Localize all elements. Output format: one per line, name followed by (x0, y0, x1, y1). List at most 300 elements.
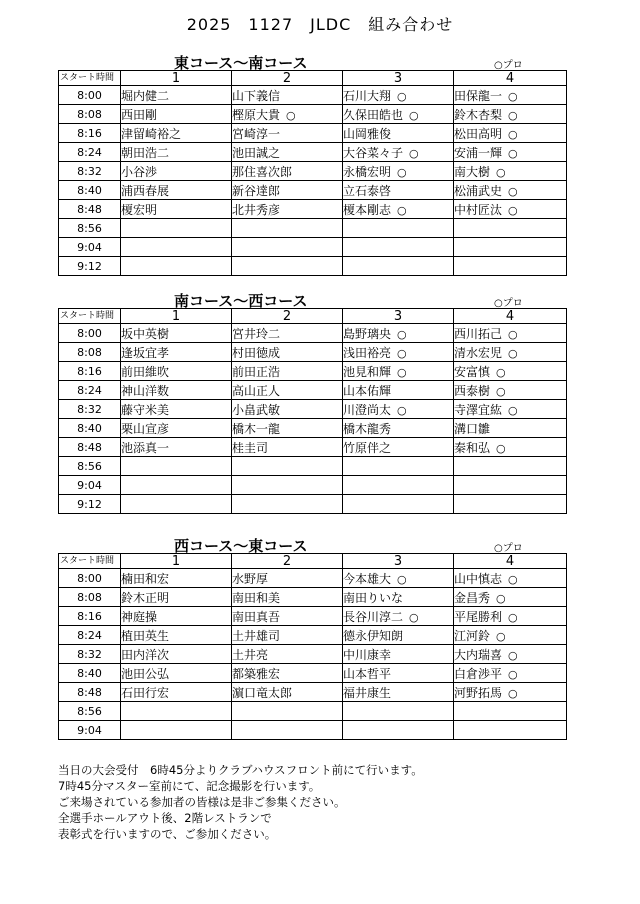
player-name: 濵口竜太郎 (232, 685, 293, 700)
player-cell (232, 721, 343, 740)
pro-mark-icon: ○ (397, 89, 407, 103)
player-cell (232, 105, 343, 124)
section-title: 東コース〜南コース (174, 54, 308, 72)
player-name: 高山正人 (232, 383, 281, 398)
player-cell (454, 105, 567, 124)
notes (58, 762, 423, 842)
pro-mark-icon: ○ (496, 629, 506, 643)
player-cell (454, 721, 567, 740)
table-row (59, 343, 567, 362)
player-cell (343, 219, 454, 238)
player-cell (343, 664, 454, 683)
player-cell (232, 645, 343, 664)
pro-mark-icon: ○ (508, 403, 518, 417)
player-cell (232, 219, 343, 238)
player-name: 池田誠之 (232, 145, 281, 160)
start-time: 8:08 (59, 105, 121, 124)
player-name: 村田徳成 (232, 345, 281, 360)
player-cell (454, 457, 567, 476)
pro-mark-icon: ○ (397, 572, 407, 586)
start-time: 8:56 (59, 702, 121, 721)
player-name: 朝田浩二 (121, 145, 170, 160)
pro-mark-icon: ○ (397, 346, 407, 360)
group-column-header: 2 (232, 71, 343, 86)
group-column-header: 4 (454, 554, 567, 569)
player-name: 立石泰啓 (343, 183, 392, 198)
player-name: 桂圭司 (232, 440, 269, 455)
table-row (59, 702, 567, 721)
start-time: 8:48 (59, 200, 121, 219)
player-name: 西川拓己 (454, 326, 503, 341)
player-name: 宮崎淳一 (232, 126, 281, 141)
player-name: 石川大翔 (343, 88, 392, 103)
player-name: 石田行宏 (121, 685, 170, 700)
player-cell (232, 457, 343, 476)
group-column-header: 1 (121, 554, 232, 569)
player-cell (232, 200, 343, 219)
player-name: 長谷川淳二 (343, 609, 404, 624)
player-name: 榎宏明 (121, 202, 158, 217)
player-cell (232, 702, 343, 721)
group-column-header: 2 (232, 309, 343, 324)
pairing-table (58, 70, 567, 276)
table-row (59, 457, 567, 476)
player-cell (232, 400, 343, 419)
player-cell (454, 607, 567, 626)
start-time: 8:08 (59, 343, 121, 362)
player-cell (343, 683, 454, 702)
player-cell (232, 381, 343, 400)
pro-mark-icon: ○ (508, 184, 518, 198)
player-cell (454, 324, 567, 343)
pro-mark-icon: ○ (496, 365, 506, 379)
player-name: 楠田和宏 (121, 571, 170, 586)
player-cell (232, 343, 343, 362)
player-cell (343, 181, 454, 200)
pro-mark-icon: ○ (496, 165, 506, 179)
table-row (59, 143, 567, 162)
pro-mark-icon: ○ (496, 591, 506, 605)
note-line: ご来場されている参加者の皆様は是非ご参集ください。 (58, 795, 346, 809)
pro-mark-icon: ○ (508, 610, 518, 624)
pro-legend: ○プロ (494, 543, 523, 554)
start-time: 8:00 (59, 324, 121, 343)
player-name: 浅田裕亮 (343, 345, 392, 360)
table-row (59, 645, 567, 664)
start-time: 9:04 (59, 476, 121, 495)
player-name: 安浦一輝 (454, 145, 503, 160)
player-name: 池添真一 (121, 440, 170, 455)
start-time: 8:40 (59, 181, 121, 200)
player-cell (232, 683, 343, 702)
player-name: 今本雄大 (343, 571, 392, 586)
player-cell (121, 238, 232, 257)
player-cell (232, 569, 343, 588)
pro-legend: ○プロ (494, 60, 523, 71)
table-row (59, 683, 567, 702)
player-name: 南田真吾 (232, 609, 281, 624)
player-cell (343, 162, 454, 181)
player-name: 南田和美 (232, 590, 281, 605)
start-time: 9:04 (59, 721, 121, 740)
pro-mark-icon: ○ (397, 165, 407, 179)
player-name: 秦和弘 (454, 440, 491, 455)
table-row (59, 362, 567, 381)
player-cell (121, 569, 232, 588)
player-name: 宮井玲二 (232, 326, 281, 341)
player-cell (343, 143, 454, 162)
player-cell (343, 607, 454, 626)
player-cell (121, 683, 232, 702)
table-row (59, 181, 567, 200)
player-name: 小畠武敏 (232, 402, 281, 417)
player-cell (343, 438, 454, 457)
player-cell (232, 238, 343, 257)
player-cell (454, 86, 567, 105)
player-cell (343, 362, 454, 381)
player-cell (121, 257, 232, 276)
player-cell (232, 362, 343, 381)
player-cell (343, 257, 454, 276)
player-name: 中村匠汰 (454, 202, 503, 217)
table-row (59, 626, 567, 645)
pro-mark-icon: ○ (409, 108, 419, 122)
player-name: 大谷菜々子 (343, 145, 404, 160)
start-time: 8:32 (59, 162, 121, 181)
table-row (59, 257, 567, 276)
player-cell (454, 702, 567, 721)
player-cell (343, 124, 454, 143)
start-time: 8:24 (59, 381, 121, 400)
player-cell (232, 124, 343, 143)
table-row (59, 495, 567, 514)
start-time: 8:56 (59, 457, 121, 476)
player-cell (232, 664, 343, 683)
player-name: 池見和輝 (343, 364, 392, 379)
player-name: 鈴木正明 (121, 590, 170, 605)
player-cell (454, 343, 567, 362)
player-cell (121, 181, 232, 200)
section-west-east (58, 535, 566, 740)
player-name: 堀内健二 (121, 88, 170, 103)
player-cell (121, 400, 232, 419)
note-line: 全選手ホールアウト後、2階レストランで (58, 811, 272, 825)
player-name: 土井亮 (232, 647, 269, 662)
player-cell (454, 569, 567, 588)
player-name: 前田維吹 (121, 364, 170, 379)
player-name: 水野厚 (232, 571, 269, 586)
player-cell (121, 419, 232, 438)
player-name: 新谷達郎 (232, 183, 281, 198)
player-cell (121, 124, 232, 143)
player-name: 西田剛 (121, 107, 158, 122)
table-row (59, 721, 567, 740)
pro-mark-icon: ○ (409, 610, 419, 624)
player-name: 植田英生 (121, 628, 170, 643)
player-cell (232, 626, 343, 645)
player-cell (454, 683, 567, 702)
player-cell (121, 438, 232, 457)
player-name: 江河鈴 (454, 628, 491, 643)
player-cell (343, 476, 454, 495)
pro-mark-icon: ○ (508, 327, 518, 341)
pro-mark-icon: ○ (508, 346, 518, 360)
player-cell (121, 324, 232, 343)
pro-mark-icon: ○ (508, 108, 518, 122)
start-time: 8:00 (59, 569, 121, 588)
player-cell (232, 181, 343, 200)
group-column-header: 4 (454, 309, 567, 324)
player-cell (343, 343, 454, 362)
table-row (59, 162, 567, 181)
player-cell (121, 495, 232, 514)
player-name: 松田高明 (454, 126, 503, 141)
start-time: 8:32 (59, 645, 121, 664)
start-time: 8:48 (59, 683, 121, 702)
player-cell (454, 181, 567, 200)
player-name: 榎本剛志 (343, 202, 392, 217)
player-name: 山下義信 (232, 88, 281, 103)
player-name: 寺澤宜紘 (454, 402, 503, 417)
group-column-header: 4 (454, 71, 567, 86)
player-cell (121, 721, 232, 740)
group-column-header: 3 (343, 71, 454, 86)
player-name: 神庭操 (121, 609, 158, 624)
player-name: 安富慎 (454, 364, 491, 379)
player-name: 田保龍一 (454, 88, 503, 103)
start-time-header: スタート時間 (59, 71, 121, 86)
start-time: 8:48 (59, 438, 121, 457)
start-time: 8:24 (59, 143, 121, 162)
player-name: 久保田皓也 (343, 107, 404, 122)
player-cell (121, 381, 232, 400)
pro-mark-icon: ○ (397, 403, 407, 417)
header-row (59, 554, 567, 569)
pro-mark-icon: ○ (496, 384, 506, 398)
player-cell (454, 419, 567, 438)
player-cell (454, 476, 567, 495)
table-row (59, 200, 567, 219)
note-line: 表彰式を行いますので、ご参加ください。 (58, 827, 277, 841)
player-name: 田内洋次 (121, 647, 170, 662)
start-time: 8:24 (59, 626, 121, 645)
pro-mark-icon: ○ (397, 365, 407, 379)
start-time: 8:40 (59, 419, 121, 438)
player-name: 白倉渉平 (454, 666, 503, 681)
player-cell (454, 200, 567, 219)
note-line: 当日の大会受付 6時45分よりクラブハウスフロント前にて行います。 (58, 763, 423, 777)
player-name: 中川康幸 (343, 647, 392, 662)
player-name: 土井雄司 (232, 628, 281, 643)
table-row (59, 607, 567, 626)
player-cell (121, 105, 232, 124)
player-cell (454, 124, 567, 143)
table-row (59, 588, 567, 607)
pro-mark-icon: ○ (496, 441, 506, 455)
player-cell (343, 419, 454, 438)
start-time: 9:12 (59, 495, 121, 514)
player-cell (454, 626, 567, 645)
player-cell (454, 219, 567, 238)
group-column-header: 1 (121, 309, 232, 324)
player-cell (121, 664, 232, 683)
player-name: 德永伊知朗 (343, 628, 404, 643)
player-cell (343, 238, 454, 257)
player-name: 北井秀彦 (232, 202, 281, 217)
table-row (59, 219, 567, 238)
start-time: 8:56 (59, 219, 121, 238)
player-cell (454, 143, 567, 162)
table-row (59, 324, 567, 343)
player-cell (232, 476, 343, 495)
player-name: 南大樹 (454, 164, 491, 179)
pro-mark-icon: ○ (508, 203, 518, 217)
player-name: 山岡雅俊 (343, 126, 392, 141)
section-header (58, 52, 566, 70)
player-name: 竹原伴之 (343, 440, 392, 455)
section-header (58, 535, 566, 553)
group-column-header: 3 (343, 554, 454, 569)
player-cell (454, 238, 567, 257)
player-cell (343, 381, 454, 400)
start-time: 8:16 (59, 362, 121, 381)
start-time: 9:04 (59, 238, 121, 257)
player-name: 平尾勝利 (454, 609, 503, 624)
player-cell (454, 495, 567, 514)
player-cell (343, 626, 454, 645)
header-row (59, 71, 567, 86)
player-name: 山本佑輝 (343, 383, 392, 398)
table-row (59, 105, 567, 124)
start-time: 8:16 (59, 124, 121, 143)
table-row (59, 569, 567, 588)
player-cell (121, 476, 232, 495)
pro-mark-icon: ○ (508, 89, 518, 103)
player-cell (343, 588, 454, 607)
player-name: 鈴木杏梨 (454, 107, 503, 122)
start-time-header: スタート時間 (59, 554, 121, 569)
start-time-header: スタート時間 (59, 309, 121, 324)
section-title: 南コース〜西コース (174, 292, 308, 310)
start-time: 8:32 (59, 400, 121, 419)
player-cell (121, 219, 232, 238)
player-name: 川澄尚太 (343, 402, 392, 417)
player-cell (454, 162, 567, 181)
group-column-header: 2 (232, 554, 343, 569)
player-name: 松浦武史 (454, 183, 503, 198)
player-name: 池田公弘 (121, 666, 170, 681)
player-cell (343, 86, 454, 105)
pro-legend: ○プロ (494, 298, 523, 309)
player-cell (232, 162, 343, 181)
section-south-west (58, 290, 566, 514)
player-cell (121, 457, 232, 476)
player-cell (121, 645, 232, 664)
player-name: 神山洋数 (121, 383, 170, 398)
player-cell (343, 324, 454, 343)
player-cell (454, 438, 567, 457)
header-row (59, 309, 567, 324)
player-cell (232, 607, 343, 626)
start-time: 8:16 (59, 607, 121, 626)
player-name: 島野璃央 (343, 326, 392, 341)
player-name: 山本哲平 (343, 666, 392, 681)
player-cell (121, 607, 232, 626)
player-cell (454, 664, 567, 683)
player-cell (232, 495, 343, 514)
player-cell (121, 626, 232, 645)
start-time: 8:40 (59, 664, 121, 683)
player-cell (454, 362, 567, 381)
player-cell (343, 569, 454, 588)
table-row (59, 476, 567, 495)
player-cell (121, 162, 232, 181)
player-cell (343, 495, 454, 514)
player-name: 南田りいな (343, 590, 404, 605)
group-column-header: 3 (343, 309, 454, 324)
player-cell (121, 362, 232, 381)
player-name: 坂中英樹 (121, 326, 170, 341)
player-cell (232, 324, 343, 343)
player-cell (121, 588, 232, 607)
player-name: 藤守米美 (121, 402, 170, 417)
player-cell (232, 86, 343, 105)
player-cell (343, 702, 454, 721)
pro-mark-icon: ○ (397, 203, 407, 217)
pairing-table (58, 553, 567, 740)
table-row (59, 419, 567, 438)
player-cell (232, 438, 343, 457)
start-time: 8:00 (59, 86, 121, 105)
player-name: 小谷渉 (121, 164, 158, 179)
pro-mark-icon: ○ (508, 572, 518, 586)
player-cell (343, 200, 454, 219)
player-cell (454, 588, 567, 607)
player-name: 清水宏児 (454, 345, 503, 360)
player-name: 河野拓馬 (454, 685, 503, 700)
player-cell (232, 143, 343, 162)
pro-mark-icon: ○ (508, 648, 518, 662)
pro-mark-icon: ○ (286, 108, 296, 122)
pro-mark-icon: ○ (508, 686, 518, 700)
player-cell (343, 105, 454, 124)
player-name: 永橋宏明 (343, 164, 392, 179)
section-east-south (58, 52, 566, 276)
start-time: 9:12 (59, 257, 121, 276)
player-name: 前田正浩 (232, 364, 281, 379)
table-row (59, 86, 567, 105)
page-title: 2025 1127 JLDC 組み合わせ (186, 15, 454, 34)
table-row (59, 381, 567, 400)
table-row (59, 664, 567, 683)
player-name: 溝口雛 (454, 421, 491, 436)
player-cell (454, 381, 567, 400)
player-cell (121, 86, 232, 105)
player-name: 浦西春展 (121, 183, 170, 198)
start-time: 8:08 (59, 588, 121, 607)
table-row (59, 238, 567, 257)
table-row (59, 438, 567, 457)
player-cell (121, 343, 232, 362)
player-name: 山中慎志 (454, 571, 503, 586)
player-name: 橋木龍秀 (343, 421, 392, 436)
player-cell (454, 645, 567, 664)
player-cell (343, 645, 454, 664)
player-name: 橋木一龍 (232, 421, 281, 436)
pro-mark-icon: ○ (508, 146, 518, 160)
player-name: 逢坂宜孝 (121, 345, 170, 360)
pro-mark-icon: ○ (508, 127, 518, 141)
